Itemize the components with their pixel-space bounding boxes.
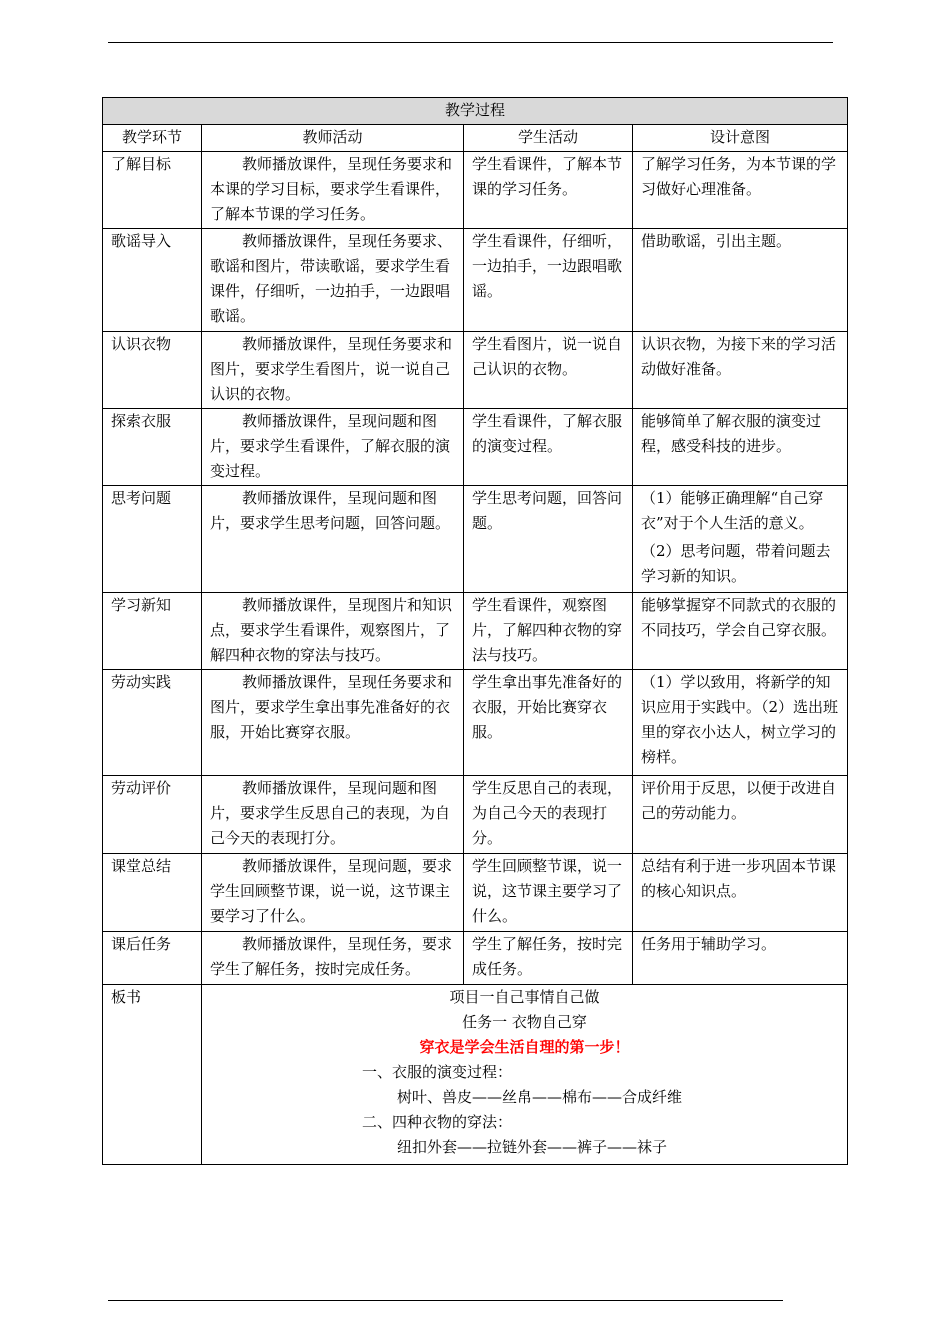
stage-cell: 思考问题: [103, 486, 202, 593]
board-content: [202, 985, 848, 1165]
student-cell: 学生了解任务，按时完成任务。: [464, 932, 633, 985]
student-cell: 学生看课件，了解本节课的学习任务。: [464, 152, 633, 229]
board-project: 项目一自己事情自己做: [449, 988, 600, 1006]
header-rule: [108, 42, 833, 43]
table-row: [103, 932, 848, 985]
teacher-cell: [202, 332, 464, 409]
teacher-cell: [202, 854, 464, 932]
table-row: [103, 776, 848, 854]
header-teacher: 教师活动: [202, 125, 464, 152]
table-title-row: [103, 98, 848, 125]
teacher-text: 教师播放课件，呈现任务要求和本课的学习目标，要求学生看课件，了解本节课的学习任务。: [210, 155, 453, 223]
teacher-cell: [202, 932, 464, 985]
teacher-cell: [202, 776, 464, 854]
board-section-1-content: 树叶、兽皮——丝帛——棉布——合成纤维: [397, 1088, 683, 1106]
intent-cell: [633, 486, 848, 593]
intent-cell: 认识衣物，为接下来的学习活动做好准备。: [633, 332, 848, 409]
intent-cell: 能够掌握穿不同款式的衣服的不同技巧，学会自己穿衣服。: [633, 593, 848, 670]
teacher-text: 教师播放课件，呈现问题和图片，要求学生反思自己的表现，为自己今天的表现打分。: [210, 779, 451, 847]
stage-cell: 了解目标: [103, 152, 202, 229]
student-cell: 学生拿出事先准备好的衣服，开始比赛穿衣服。: [464, 670, 633, 776]
stage-cell: 认识衣物: [103, 332, 202, 409]
stage-cell: 课后任务: [103, 932, 202, 985]
student-cell: 学生回顾整节课，说一说，这节课主要学习了什么。: [464, 854, 633, 932]
intent-point-1: （1）能够正确理解“自己穿衣”对于个人生活的意义。: [641, 489, 824, 532]
stage-cell: 劳动评价: [103, 776, 202, 854]
board-task: 任务一 衣物自己穿: [462, 1013, 587, 1031]
teacher-cell: [202, 152, 464, 229]
board-label: 板书: [103, 985, 202, 1165]
teacher-text: 教师播放课件，呈现任务要求和图片，要求学生拿出事先准备好的衣服，开始比赛穿衣服。: [210, 673, 453, 741]
header-stage: 教学环节: [103, 125, 202, 152]
intent-cell: （1）学以致用，将新学的知识应用于实践中。（2）选出班里的穿衣小达人，树立学习的榜样。: [633, 670, 848, 776]
intent-cell: 借助歌谣，引出主题。: [633, 229, 848, 332]
student-cell: 学生思考问题，回答问题。: [464, 486, 633, 593]
teacher-text: 教师播放课件，呈现任务，要求学生了解任务，按时完成任务。: [210, 935, 453, 978]
board-section-2-content: 纽扣外套——拉链外套——裤子——袜子: [397, 1138, 668, 1156]
teacher-cell: [202, 409, 464, 486]
student-cell: 学生看课件，观察图片，了解四种衣物的穿法与技巧。: [464, 593, 633, 670]
teacher-cell: [202, 593, 464, 670]
teacher-text: 教师播放课件，呈现问题和图片，要求学生思考问题，回答问题。: [210, 489, 451, 532]
teacher-text: 教师播放课件，呈现问题和图片，要求学生看课件，了解衣服的演变过程。: [210, 412, 451, 480]
header-student: 学生活动: [464, 125, 633, 152]
teacher-text: 教师播放课件，呈现问题，要求学生回顾整节课，说一说，这节课主要学习了什么。: [210, 857, 453, 925]
table-row: [103, 854, 848, 932]
teacher-cell: [202, 486, 464, 593]
table-row: [103, 593, 848, 670]
board-motto: 穿衣是学会生活自理的第一步！: [419, 1038, 630, 1056]
student-cell: 学生看课件，仔细听，一边拍手，一边跟唱歌谣。: [464, 229, 633, 332]
table-header-row: [103, 125, 848, 152]
teaching-process-table: [102, 97, 848, 1165]
table-title: 教学过程: [103, 98, 848, 125]
table-row: [103, 409, 848, 486]
table-row: [103, 332, 848, 409]
student-cell: 学生反思自己的表现，为自己今天的表现打分。: [464, 776, 633, 854]
table-row: [103, 229, 848, 332]
student-cell: 学生看课件，了解衣服的演变过程。: [464, 409, 633, 486]
student-cell: 学生看图片，说一说自己认识的衣物。: [464, 332, 633, 409]
board-section-2-title: 二、四种衣物的穿法：: [362, 1113, 513, 1131]
intent-cell: 评价用于反思，以便于改进自己的劳动能力。: [633, 776, 848, 854]
teacher-text: 教师播放课件，呈现任务要求、歌谣和图片，带读歌谣，要求学生看课件，仔细听，一边拍手，一边跟唱歌谣。: [210, 232, 453, 325]
table-row: [103, 670, 848, 776]
intent-cell: 任务用于辅助学习。: [633, 932, 848, 985]
intent-cell: 了解学习任务，为本节课的学习做好心理准备。: [633, 152, 848, 229]
table-row: [103, 152, 848, 229]
teacher-text: 教师播放课件，呈现任务要求和图片，要求学生看图片，说一说自己认识的衣物。: [210, 335, 453, 403]
stage-cell: 劳动实践: [103, 670, 202, 776]
footer-rule: [108, 1300, 783, 1301]
stage-cell: 歌谣导入: [103, 229, 202, 332]
board-row: [103, 985, 848, 1165]
stage-cell: 课堂总结: [103, 854, 202, 932]
intent-cell: 能够简单了解衣服的演变过程，感受科技的进步。: [633, 409, 848, 486]
teacher-cell: [202, 670, 464, 776]
stage-cell: 探索衣服: [103, 409, 202, 486]
intent-point-2: （2）思考问题，带着问题去学习新的知识。: [641, 542, 831, 585]
intent-cell: 总结有利于进一步巩固本节课的核心知识点。: [633, 854, 848, 932]
board-section-1-title: 一、衣服的演变过程：: [362, 1063, 513, 1081]
teacher-cell: [202, 229, 464, 332]
header-intent: 设计意图: [633, 125, 848, 152]
teacher-text: 教师播放课件，呈现图片和知识点，要求学生看课件，观察图片，了解四种衣物的穿法与技巧。: [210, 596, 453, 664]
stage-cell: 学习新知: [103, 593, 202, 670]
table-row: [103, 486, 848, 593]
